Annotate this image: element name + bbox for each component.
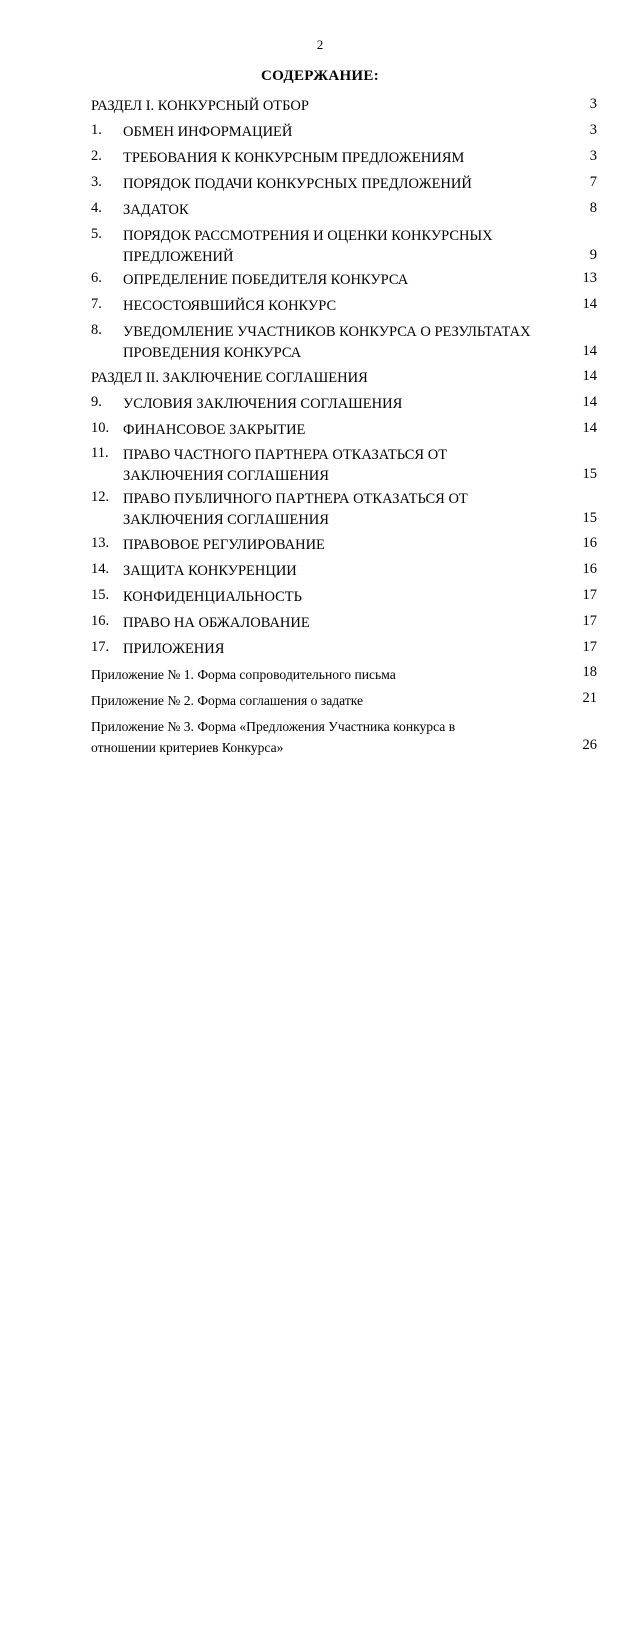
page-number: 2 [316, 37, 324, 52]
toc-entry-page: 17 [582, 639, 597, 655]
toc-entry-number: 4. [91, 200, 102, 216]
toc-entry-number: 8. [91, 322, 102, 338]
toc-entry-title [123, 322, 543, 364]
toc-entry-title [123, 489, 543, 531]
toc-entry-title [123, 420, 543, 441]
toc-entry-title [91, 96, 309, 117]
toc-entry-title-line: ЗАКЛЮЧЕНИЯ СОГЛАШЕНИЯ [123, 468, 329, 484]
toc-entry-page: 8 [589, 200, 597, 216]
toc-entry-title [91, 368, 368, 389]
toc-entry-page: 16 [582, 561, 597, 577]
toc-entry-title [123, 296, 543, 317]
toc-entry-title-line: ПОРЯДОК РАССМОТРЕНИЯ И ОЦЕНКИ КОНКУРСНЫХ [123, 228, 493, 244]
toc-entry-number: 15. [91, 587, 110, 603]
toc-entry-title-line: ПРЕДЛОЖЕНИЙ [123, 249, 234, 265]
toc-entry-number: 16. [91, 613, 110, 629]
toc-entry-title [91, 664, 521, 685]
toc-entry-title-line: УВЕДОМЛЕНИЕ УЧАСТНИКОВ КОНКУРСА О РЕЗУЛЬТАТАХ [123, 324, 531, 340]
toc-entry-title [123, 561, 543, 582]
toc-entry-number: 6. [91, 270, 102, 286]
toc-entry-title [91, 690, 521, 711]
toc-entry-title-line: ТРЕБОВАНИЯ К КОНКУРСНЫМ ПРЕДЛОЖЕНИЯМ [123, 150, 465, 166]
toc-entry-number: 5. [91, 226, 102, 242]
toc-entry-number: 3. [91, 174, 102, 190]
toc-entry-page: 16 [582, 535, 597, 551]
toc-entry-page: 14 [582, 420, 597, 436]
toc-entry-number: 11. [91, 445, 109, 461]
toc-entry-title [123, 270, 543, 291]
toc-entry-title-line: Приложение № 1. Форма сопроводительного письма [91, 667, 396, 682]
toc-entry-page: 3 [589, 148, 597, 164]
toc-entry-title-line: Приложение № 3. Форма «Предложения Участника конкурса в [91, 719, 456, 734]
toc-entry-title [123, 587, 543, 608]
toc-entry-title [123, 639, 543, 660]
toc-entry-page: 14 [582, 343, 597, 359]
toc-entry-title [123, 226, 543, 268]
toc-entry-page: 21 [582, 690, 597, 706]
toc-entry-number: 10. [91, 420, 110, 436]
toc-entry-title-line: ПРАВО ПУБЛИЧНОГО ПАРТНЕРА ОТКАЗАТЬСЯ ОТ [123, 491, 468, 507]
toc-entry-number: 2. [91, 148, 102, 164]
toc-entry-page: 7 [589, 174, 597, 190]
toc-entry-page: 14 [582, 296, 597, 312]
toc-entry-title-line: КОНФИДЕНЦИАЛЬНОСТЬ [123, 589, 302, 605]
toc-entry-title-line: ПРАВО ЧАСТНОГО ПАРТНЕРА ОТКАЗАТЬСЯ ОТ [123, 447, 448, 463]
toc-entry-title [91, 716, 521, 758]
toc-entry-title-line: отношении критериев Конкурса» [91, 740, 284, 755]
toc-entry-title-line: РАЗДЕЛ II. ЗАКЛЮЧЕНИЕ СОГЛАШЕНИЯ [91, 370, 368, 386]
toc-entry-number: 17. [91, 639, 110, 655]
toc-entry-number: 14. [91, 561, 110, 577]
toc-entry-title [123, 122, 543, 143]
toc-entry-number: 7. [91, 296, 102, 312]
toc-entry-page: 17 [582, 587, 597, 603]
toc-entry-page: 3 [589, 96, 597, 112]
toc-entry-page: 3 [589, 122, 597, 138]
toc-entry-page: 13 [582, 270, 597, 286]
toc-entry-title [123, 174, 543, 195]
toc-entry-title-line: ПОРЯДОК ПОДАЧИ КОНКУРСНЫХ ПРЕДЛОЖЕНИЙ [123, 176, 472, 192]
toc-entry-title-line: ЗАЩИТА КОНКУРЕНЦИИ [123, 563, 297, 579]
toc-entry-number: 1. [91, 122, 102, 138]
toc-entry-page: 17 [582, 613, 597, 629]
toc-entry-page: 18 [582, 664, 597, 680]
toc-entry-title [123, 613, 543, 634]
toc-entry-title-line: ПРИЛОЖЕНИЯ [123, 641, 225, 657]
toc-entry-title-line: ПРОВЕДЕНИЯ КОНКУРСА [123, 345, 302, 361]
toc-entry-page: 26 [582, 737, 597, 753]
toc-entry-title [123, 394, 543, 415]
toc-entry-title-line: НЕСОСТОЯВШИЙСЯ КОНКУРС [123, 298, 337, 314]
toc-entry-number: 9. [91, 394, 102, 410]
toc-entry-title-line: ФИНАНСОВОЕ ЗАКРЫТИЕ [123, 422, 306, 438]
toc-entry-page: 14 [582, 368, 597, 384]
toc-entry-title-line: УСЛОВИЯ ЗАКЛЮЧЕНИЯ СОГЛАШЕНИЯ [123, 396, 403, 412]
toc-entry-title [123, 535, 543, 556]
toc-entry-title [123, 445, 543, 487]
page-title: СОДЕРЖАНИЕ: [260, 68, 379, 84]
toc-entry-number: 13. [91, 535, 110, 551]
toc-entry-title-line: РАЗДЕЛ I. КОНКУРСНЫЙ ОТБОР [91, 98, 309, 114]
toc-entry-page: 9 [589, 247, 597, 263]
toc-entry-title-line: ПРАВО НА ОБЖАЛОВАНИЕ [123, 615, 310, 631]
toc-entry-page: 14 [582, 394, 597, 410]
toc-entry-number: 12. [91, 489, 110, 505]
toc-entry-title [123, 148, 543, 169]
toc-entry-title [123, 200, 543, 221]
toc-entry-page: 15 [582, 466, 597, 482]
toc-entry-title-line: ОПРЕДЕЛЕНИЕ ПОБЕДИТЕЛЯ КОНКУРСА [123, 272, 409, 288]
toc-entry-title-line: ОБМЕН ИНФОРМАЦИЕЙ [123, 124, 293, 140]
toc-entry-page: 15 [582, 510, 597, 526]
toc-entry-title-line: ЗАКЛЮЧЕНИЯ СОГЛАШЕНИЯ [123, 512, 329, 528]
toc-entry-title-line: ПРАВОВОЕ РЕГУЛИРОВАНИЕ [123, 537, 325, 553]
toc-entry-title-line: ЗАДАТОК [123, 202, 189, 218]
toc-entry-title-line: Приложение № 2. Форма соглашения о задатке [91, 693, 364, 708]
